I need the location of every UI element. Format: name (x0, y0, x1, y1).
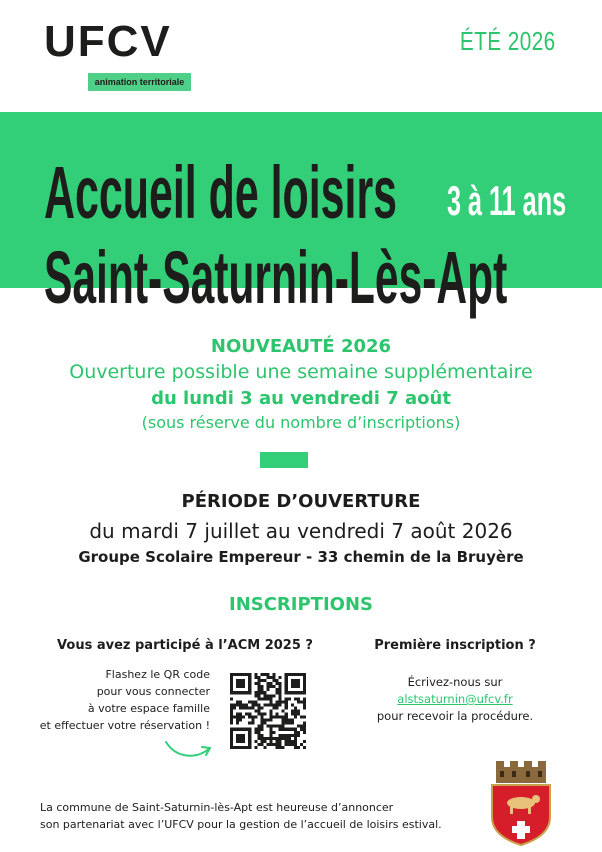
curved-arrow-icon (164, 738, 214, 760)
first-line-1: Écrivez-nous sur (407, 675, 503, 689)
qr-line-3: à votre espace famille (87, 702, 210, 715)
footer-line-2: son partenariat avec l’UFCV pour la gestion de l’accueil de loisirs estival. (40, 818, 442, 831)
section-divider (260, 452, 308, 468)
first-line-2: pour recevoir la procédure. (376, 709, 534, 723)
footer-text (40, 799, 442, 833)
first-title: Première inscription ? (374, 638, 536, 653)
logo-tagline: animation territoriale (88, 73, 191, 91)
inscriptions-title: INSCRIPTIONS (229, 594, 373, 615)
email-link[interactable]: alstsaturnin@ufcv.fr (397, 692, 513, 706)
title-line-2: Saint-Saturnin-Lès-Apt (44, 236, 508, 319)
qr-code-icon[interactable] (230, 673, 306, 749)
news-note: (sous réserve du nombre d’inscriptions) (141, 413, 461, 432)
ufcv-logo: UFCV (44, 17, 172, 66)
footer-line-1: La commune de Saint-Saturnin-lès-Apt est heureuse d’annoncer (40, 801, 394, 814)
news-title: NOUVEAUTÉ 2026 (210, 336, 392, 357)
news-line: Ouverture possible une semaine supplémentaire (69, 361, 533, 383)
qr-line-2: pour vous connecter (96, 685, 210, 698)
returning-title: Vous avez participé à l’ACM 2025 ? (57, 638, 313, 653)
period-place: Groupe Scolaire Empereur - 33 chemin de la Bruyère (78, 548, 524, 566)
first-inscription-info (350, 674, 560, 725)
age-range: 3 à 11 ans (447, 177, 567, 224)
qr-line-1: Flashez le QR code (105, 668, 210, 681)
period-title: PÉRIODE D’OUVERTURE (181, 491, 421, 512)
qr-instructions (40, 666, 210, 734)
news-dates: du lundi 3 au vendredi 7 août (151, 388, 451, 409)
municipal-crest-icon (486, 757, 556, 847)
period-dates: du mardi 7 juillet au vendredi 7 août 2026 (89, 519, 513, 543)
title-line-1: Accueil de loisirs (44, 151, 398, 234)
season-label: ÉTÉ 2026 (460, 26, 556, 56)
qr-line-4: et effectuer votre réservation ! (39, 719, 210, 732)
